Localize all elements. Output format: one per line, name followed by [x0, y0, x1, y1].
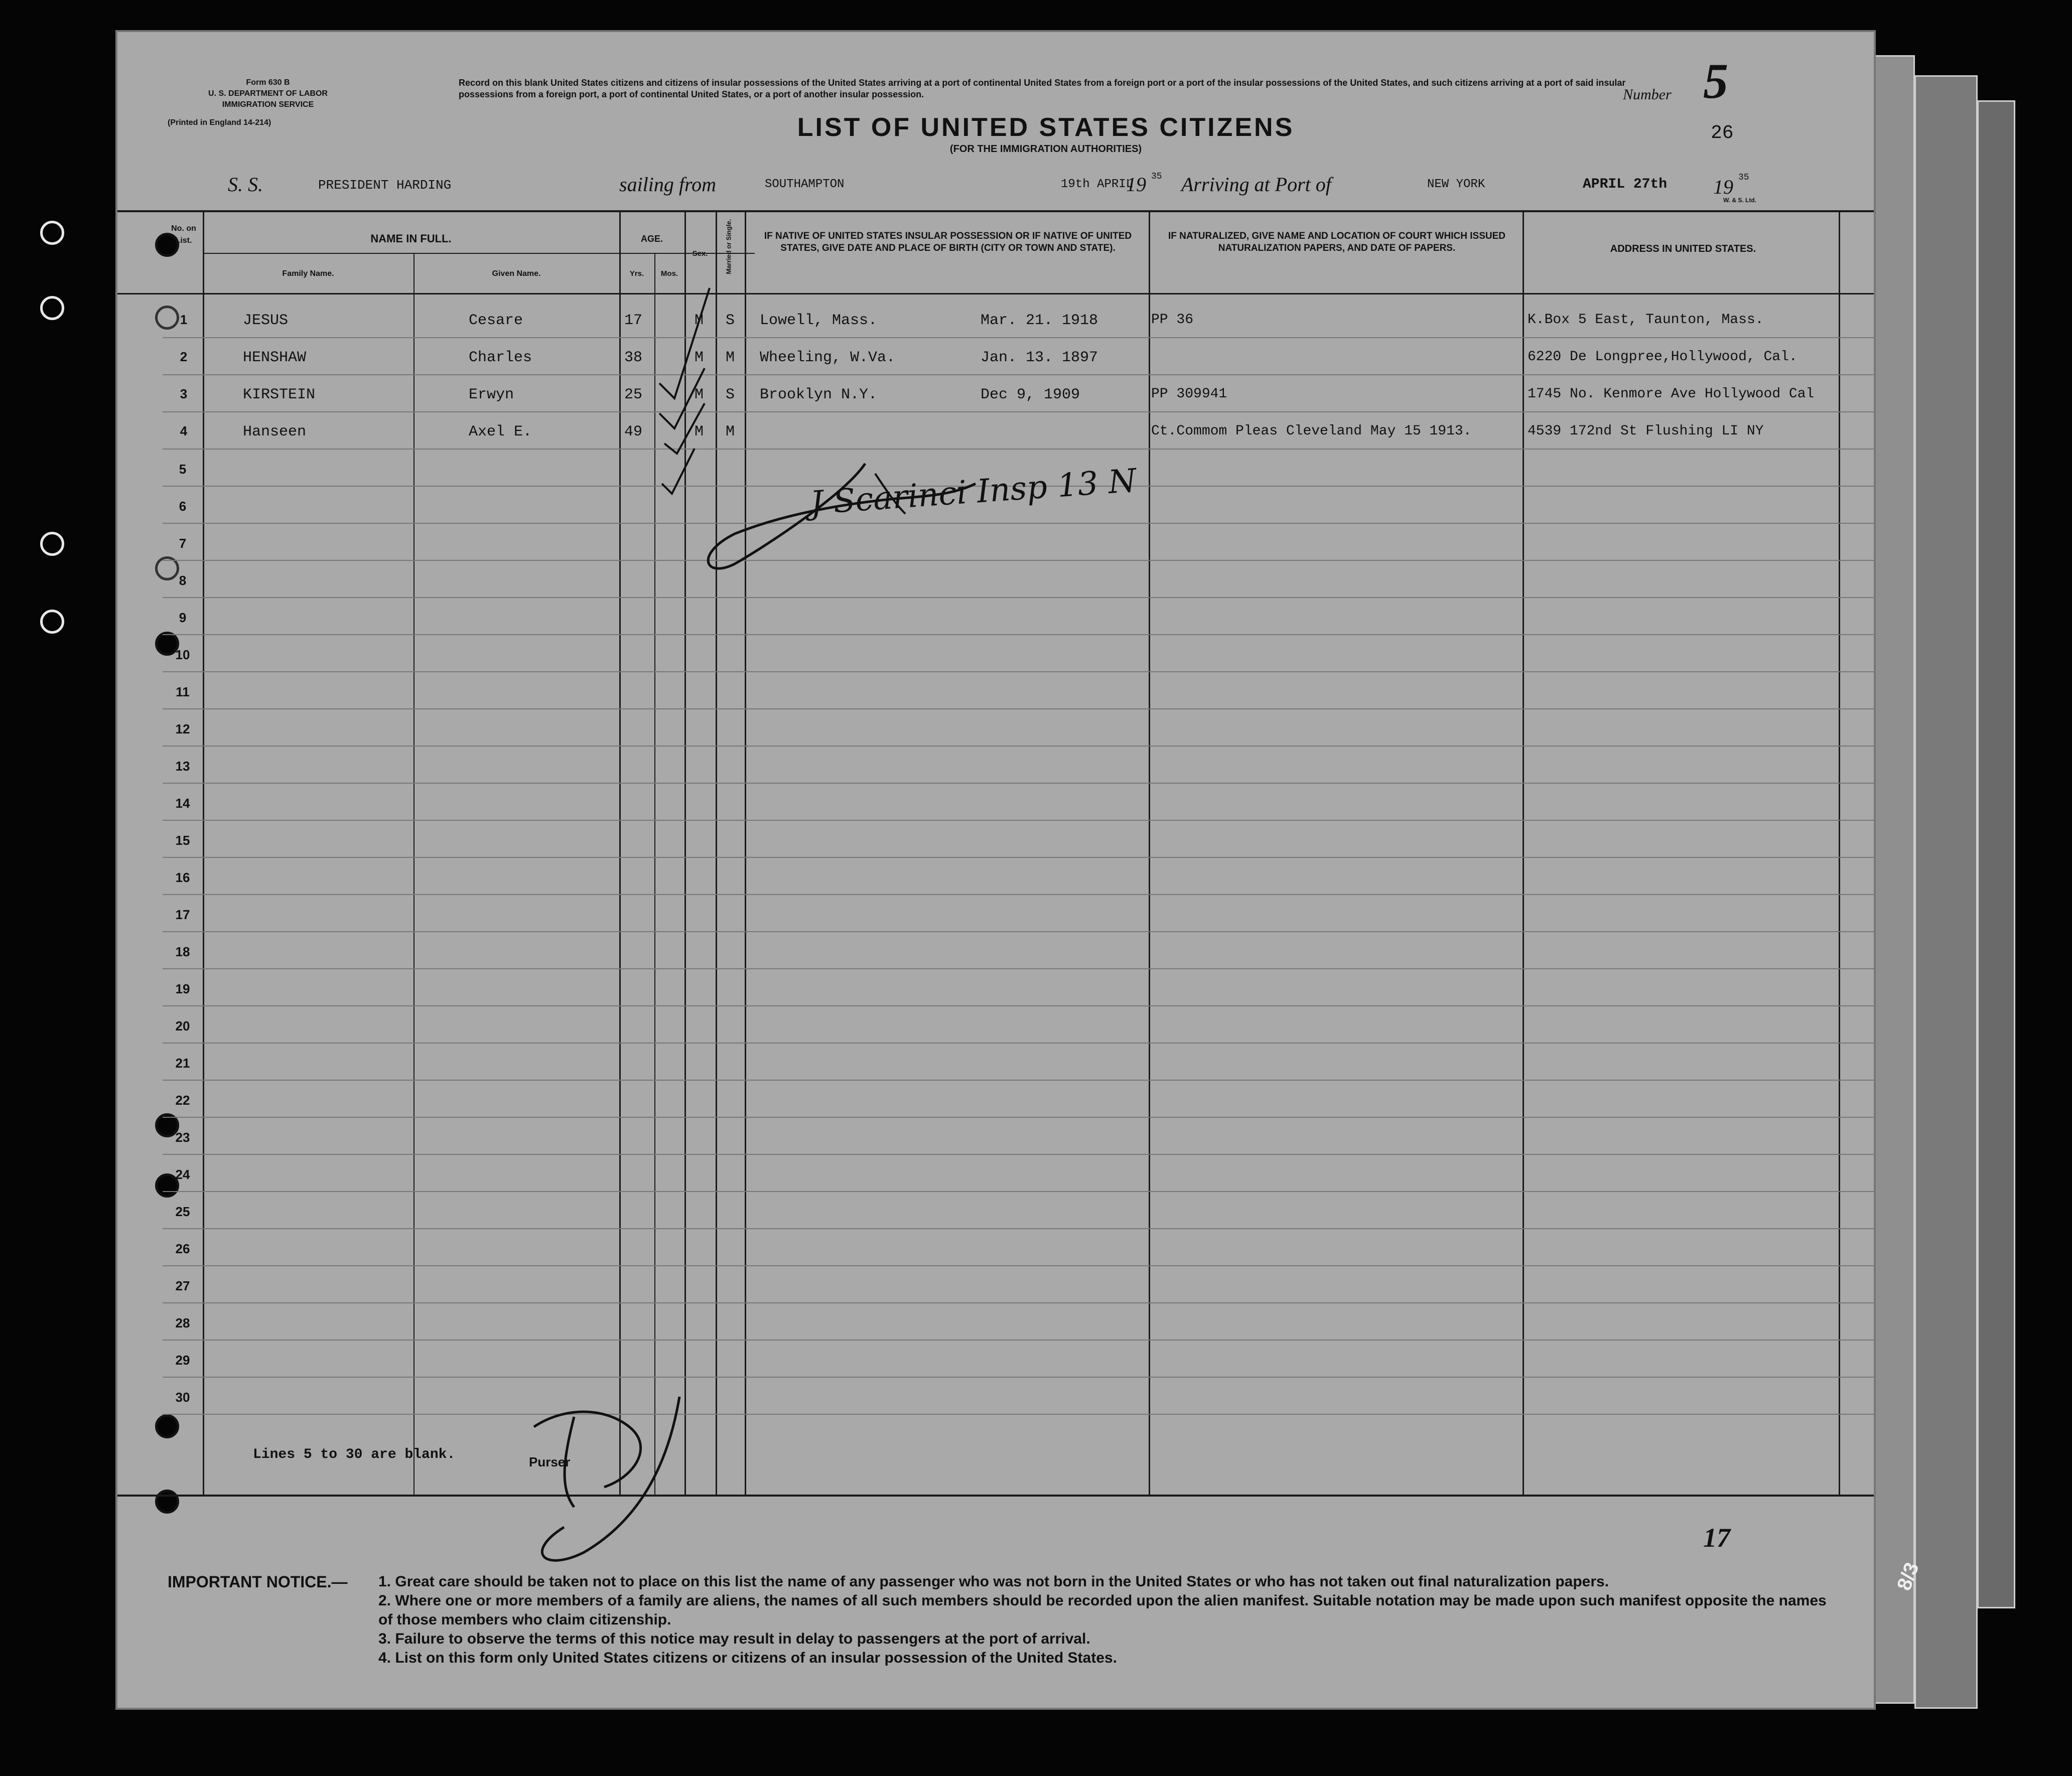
col-divider-birth	[1149, 210, 1150, 1495]
family-name: KIRSTEIN	[243, 386, 316, 403]
birth-date: Jan. 13. 1897	[981, 349, 1098, 366]
header-birth: IF NATIVE OF UNITED STATES INSULAR POSSESSION OR IF NATIVE OF UNITED STATES, GIVE DATE AND PLACE OF BIRTH (CITY OR TOWN AND STATE).	[764, 231, 1132, 253]
ruled-line	[163, 1302, 1874, 1303]
row-number: 3	[180, 386, 188, 401]
row-number: 27	[175, 1278, 190, 1293]
notice-item-3: 3. Failure to observe the terms of this notice may result in delay to passengers at the port of arrival.	[378, 1631, 1090, 1647]
row-number: 13	[175, 759, 190, 774]
notice-item-4: 4. List on this form only United States citizens or citizens of an insular possession of the United States.	[378, 1650, 1117, 1666]
ruled-line	[163, 1117, 1874, 1118]
row-number: 8	[179, 573, 187, 588]
birth-date: Dec 9, 1909	[981, 386, 1080, 403]
us-address: K.Box 5 East, Taunton, Mass.	[1528, 312, 1764, 328]
age-years: 49	[624, 423, 643, 440]
form-id-block	[168, 77, 368, 128]
marital-status: S	[726, 386, 735, 403]
header-given-name: Given Name.	[492, 269, 541, 278]
header-no-on-list: No. on List.	[171, 224, 196, 245]
binding-hole	[155, 1414, 179, 1438]
ruled-line	[163, 1005, 1874, 1006]
number-value: 5	[1703, 53, 1728, 109]
marital-status: M	[726, 423, 735, 440]
row-number: 9	[179, 610, 187, 625]
ruled-line	[163, 634, 1874, 635]
ruled-line	[163, 1080, 1874, 1081]
sex: M	[695, 386, 704, 403]
row-number: 11	[176, 684, 190, 699]
header-sex: Sex.	[692, 249, 708, 258]
header-yrs: Yrs.	[629, 269, 644, 278]
row-number: 16	[175, 870, 190, 885]
header-family-name: Family Name.	[282, 269, 334, 278]
lines-blank-note: Lines 5 to 30 are blank.	[253, 1447, 456, 1462]
row-number: 10	[175, 647, 190, 662]
birth-date: Mar. 21. 1918	[981, 312, 1098, 329]
ruled-line	[163, 1377, 1874, 1378]
row-number: 23	[175, 1130, 190, 1145]
arrival-port: NEW YORK	[1427, 178, 1485, 191]
given-name: Cesare	[469, 312, 523, 329]
header-bottom-border	[117, 293, 1874, 294]
row-number: 20	[175, 1018, 190, 1033]
naturalization: PP 309941	[1151, 386, 1227, 402]
notice-heading: IMPORTANT NOTICE.—	[168, 1573, 348, 1591]
row-number: 29	[175, 1353, 190, 1368]
col-divider-family	[413, 253, 415, 1495]
col-divider-no	[203, 210, 204, 1495]
given-name: Axel E.	[469, 423, 532, 440]
sex: M	[695, 349, 704, 366]
arrival-date: APRIL 27th	[1583, 177, 1668, 192]
ruled-line	[163, 708, 1874, 709]
row-number: 4	[180, 423, 188, 438]
ruled-line	[163, 820, 1874, 821]
ship-name: PRESIDENT HARDING	[318, 178, 452, 193]
header-address: ADDRESS IN UNITED STATES.	[1610, 243, 1756, 254]
age-years: 38	[624, 349, 643, 366]
col-divider-given	[619, 210, 621, 1495]
arrival-year-prefix: 19	[1713, 176, 1733, 198]
service-name: IMMIGRATION SERVICE	[222, 100, 314, 109]
underlying-page-2	[1914, 75, 1978, 1709]
departure-year-prefix: 19	[1126, 173, 1146, 196]
ruled-line	[163, 746, 1874, 747]
ruled-line	[163, 1265, 1874, 1266]
row-number: 26	[175, 1241, 190, 1256]
row-number: 7	[179, 536, 187, 551]
ruled-line	[163, 337, 1874, 338]
sex: M	[695, 312, 704, 329]
ruled-line	[163, 374, 1874, 375]
row-number: 2	[180, 349, 188, 364]
row-number: 14	[175, 796, 190, 811]
record-instruction: Record on this blank United States citizens and citizens of insular possessions of the United States arriving at a port of continental United States from a foreign port or a port of the insular possessions of the United States, and such citizens arriving at a port of said insular possessions from a foreign port, a port of continental United States, or a port of another insular possession.	[459, 78, 1626, 99]
arrival-year: 35	[1738, 173, 1749, 183]
ruled-line	[163, 1043, 1874, 1044]
sex: M	[695, 423, 704, 440]
notice-item-1: 1. Great care should be taken not to place on this list the name of any passenger who was not born in the United States or who has not taken out final naturalization papers.	[378, 1573, 1609, 1590]
header-name-in-full: NAME IN FULL.	[370, 232, 452, 245]
row-number: 30	[175, 1390, 190, 1405]
table-bottom-border	[117, 1495, 1874, 1497]
ruled-line	[163, 1414, 1874, 1415]
family-name: JESUS	[243, 312, 289, 329]
printed-note: (Printed in England 14-214)	[168, 118, 271, 127]
printer-mark: W. & S. Ltd.	[1723, 197, 1756, 204]
col-divider-married	[745, 210, 746, 1495]
birth-place: Wheeling, W.Va.	[760, 349, 896, 366]
form-subtitle: (FOR THE IMMIGRATION AUTHORITIES)	[949, 143, 1142, 155]
family-name: Hanseen	[243, 423, 307, 440]
us-address: 6220 De Longpree,Hollywood, Cal.	[1528, 349, 1798, 365]
row-number: 21	[175, 1056, 190, 1071]
ruled-line	[163, 597, 1874, 598]
us-address: 4539 172nd St Flushing LI NY	[1528, 423, 1764, 439]
ruled-line	[163, 783, 1874, 784]
row-number: 18	[175, 944, 190, 959]
ruled-line	[163, 894, 1874, 895]
naturalization: PP 36	[1151, 312, 1194, 328]
arriving-label: Arriving at Port of	[1181, 173, 1331, 196]
purser-label: Purser	[529, 1454, 571, 1469]
page-mark: 26	[1711, 122, 1734, 144]
ruled-line	[163, 1340, 1874, 1341]
row-number: 19	[175, 981, 190, 996]
purser-signature	[504, 1387, 715, 1567]
row-number: 25	[175, 1204, 190, 1219]
header-married-single: Married or Single.	[725, 219, 733, 274]
header-mos: Mos.	[660, 269, 678, 278]
name-header-divider	[203, 253, 755, 254]
table-top-border	[117, 210, 1874, 212]
sailing-label: sailing from	[619, 173, 716, 196]
binding-hole	[155, 1490, 179, 1514]
age-years: 25	[624, 386, 643, 403]
row-number: 15	[175, 833, 190, 848]
family-name: HENSHAW	[243, 349, 307, 366]
number-label: Number	[1623, 86, 1672, 103]
form-number: Form 630 B	[246, 78, 290, 87]
ruled-line	[163, 857, 1874, 858]
row-number: 28	[175, 1315, 190, 1330]
given-name: Erwyn	[469, 386, 514, 403]
underlying-page-3	[1977, 100, 2015, 1608]
ruled-line	[163, 931, 1874, 932]
row-number: 6	[179, 499, 187, 514]
notice-item-2: 2. Where one or more members of a family are aliens, the names of all such members should be recorded upon the alien manifest. Suitable notation may be made upon such manifest opposite the names of those members who claim citizenship.	[378, 1592, 1827, 1628]
naturalization: Ct.Commom Pleas Cleveland May 15 1913.	[1151, 423, 1472, 439]
row-number: 1	[180, 312, 188, 327]
header-naturalized: IF NATURALIZED, GIVE NAME AND LOCATION OF COURT WHICH ISSUED NATURALIZATION PAPERS, AND DATE OF PAPERS.	[1168, 231, 1505, 253]
row-number: 17	[175, 907, 190, 922]
birth-place: Brooklyn N.Y.	[760, 386, 878, 403]
row-number: 12	[175, 721, 190, 736]
marital-status: S	[726, 312, 735, 329]
margin-mark: 8/3	[1893, 1559, 1923, 1593]
departure-date: 19th APRIL	[1061, 178, 1134, 191]
us-address: 1745 No. Kenmore Ave Hollywood Cal	[1528, 386, 1815, 402]
departure-port: SOUTHAMPTON	[765, 178, 845, 191]
marital-status: M	[726, 349, 735, 366]
header-age: AGE.	[640, 234, 663, 244]
manifest-sheet	[115, 30, 1876, 1710]
row-number: 24	[175, 1167, 190, 1182]
given-name: Charles	[469, 349, 532, 366]
department-name: U. S. DEPARTMENT OF LABOR	[208, 89, 328, 98]
row-number: 22	[175, 1093, 190, 1108]
form-title: LIST OF UNITED STATES CITIZENS	[797, 113, 1295, 142]
underlying-page-1	[1872, 55, 1915, 1704]
ruled-line	[163, 968, 1874, 969]
bottom-page-number: 17	[1703, 1523, 1730, 1553]
punch-hole	[40, 532, 64, 556]
ss-label: S. S.	[228, 173, 263, 196]
punch-hole	[40, 221, 64, 245]
ruled-line	[163, 1191, 1874, 1192]
age-years: 17	[624, 312, 643, 329]
notice-items	[378, 1572, 1844, 1668]
inspector-signature-text: J Scarinci Insp 13 N	[809, 462, 1138, 522]
ruled-line	[163, 1228, 1874, 1229]
ruled-line	[163, 1154, 1874, 1155]
col-divider-naturalized	[1523, 210, 1524, 1495]
row-number: 5	[179, 462, 187, 477]
ruled-line	[163, 411, 1874, 412]
birth-place: Lowell, Mass.	[760, 312, 878, 329]
col-divider-address	[1839, 210, 1840, 1495]
ruled-line	[163, 671, 1874, 672]
punch-hole	[40, 610, 64, 634]
punch-hole	[40, 296, 64, 320]
departure-year: 35	[1151, 172, 1162, 182]
